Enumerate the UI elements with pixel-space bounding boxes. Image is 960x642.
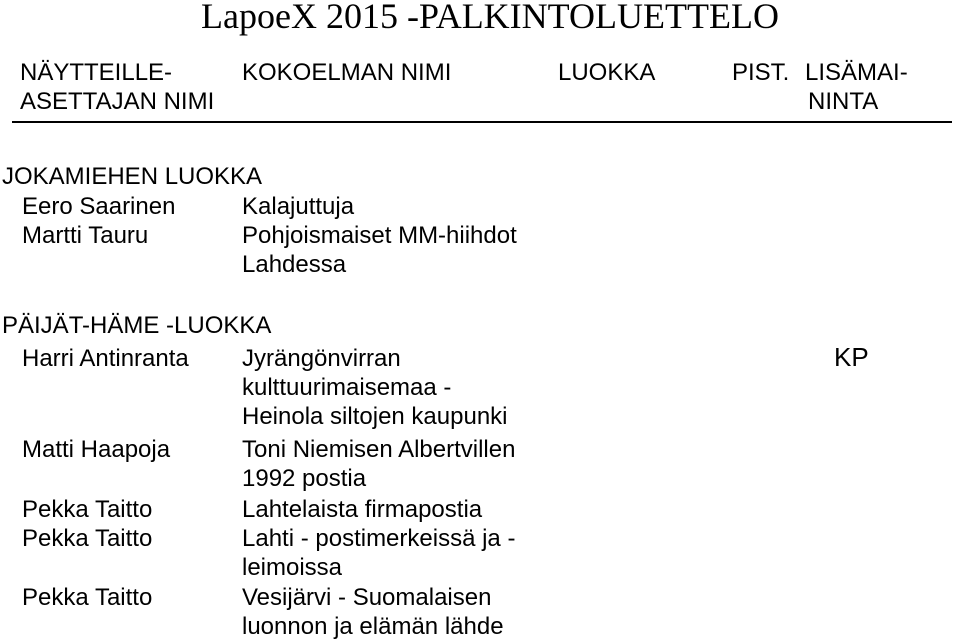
award-badge: KP — [834, 342, 869, 372]
collection-line: Toni Niemisen Albertvillen — [242, 436, 516, 463]
header-divider — [12, 121, 952, 123]
exhibitor-name: Martti Tauru — [22, 222, 149, 249]
collection-line: Pohjoismaiset MM-hiihdot — [242, 222, 517, 249]
collection-line: leimoissa — [242, 554, 343, 581]
collection-line: Lahtelaista firmapostia — [242, 496, 483, 523]
collection-line: Kalajuttuja — [242, 193, 355, 220]
collection-title — [242, 583, 504, 641]
collection-line: Vesijärvi - Suomalaisen — [242, 584, 492, 611]
category-heading: PÄIJÄT-HÄME -LUOKKA — [2, 312, 272, 339]
collection-title — [242, 435, 515, 493]
collection-line: luonnon ja elämän lähde — [242, 613, 504, 640]
collection-line: 1992 postia — [242, 465, 367, 492]
header-exhibitor-line1: NÄYTTEILLE- — [20, 59, 173, 86]
header-class: LUOKKA — [558, 59, 656, 86]
collection-line: kulttuurimaisemaa - — [242, 374, 452, 401]
header-collection: KOKOELMAN NIMI — [242, 59, 452, 86]
header-extra-line1: LISÄMAI- — [805, 59, 908, 86]
exhibitor-name: Eero Saarinen — [22, 193, 176, 220]
page-title: LapoeX 2015 -PALKINTOLUETTELO — [201, 0, 779, 36]
exhibitor-name: Pekka Taitto — [22, 525, 153, 552]
header-extra-line2: NINTA — [808, 88, 879, 115]
collection-title — [242, 524, 515, 582]
category-heading: JOKAMIEHEN LUOKKA — [2, 163, 263, 190]
collection-line: Lahti - postimerkeissä ja - — [242, 525, 516, 552]
exhibitor-name: Matti Haapoja — [22, 436, 171, 463]
collection-line: Lahdessa — [242, 251, 347, 278]
collection-title — [242, 495, 482, 524]
header-points: PIST. — [732, 59, 790, 86]
exhibitor-name: Harri Antinranta — [22, 345, 189, 372]
collection-title — [242, 221, 517, 279]
exhibitor-name: Pekka Taitto — [22, 496, 153, 523]
collection-line: Heinola siltojen kaupunki — [242, 403, 508, 430]
exhibitor-name: Pekka Taitto — [22, 584, 153, 611]
collection-line: Jyrängönvirran — [242, 345, 401, 372]
collection-title — [242, 192, 354, 221]
header-exhibitor-line2: ASETTAJAN NIMI — [20, 88, 215, 115]
collection-title — [242, 344, 508, 431]
